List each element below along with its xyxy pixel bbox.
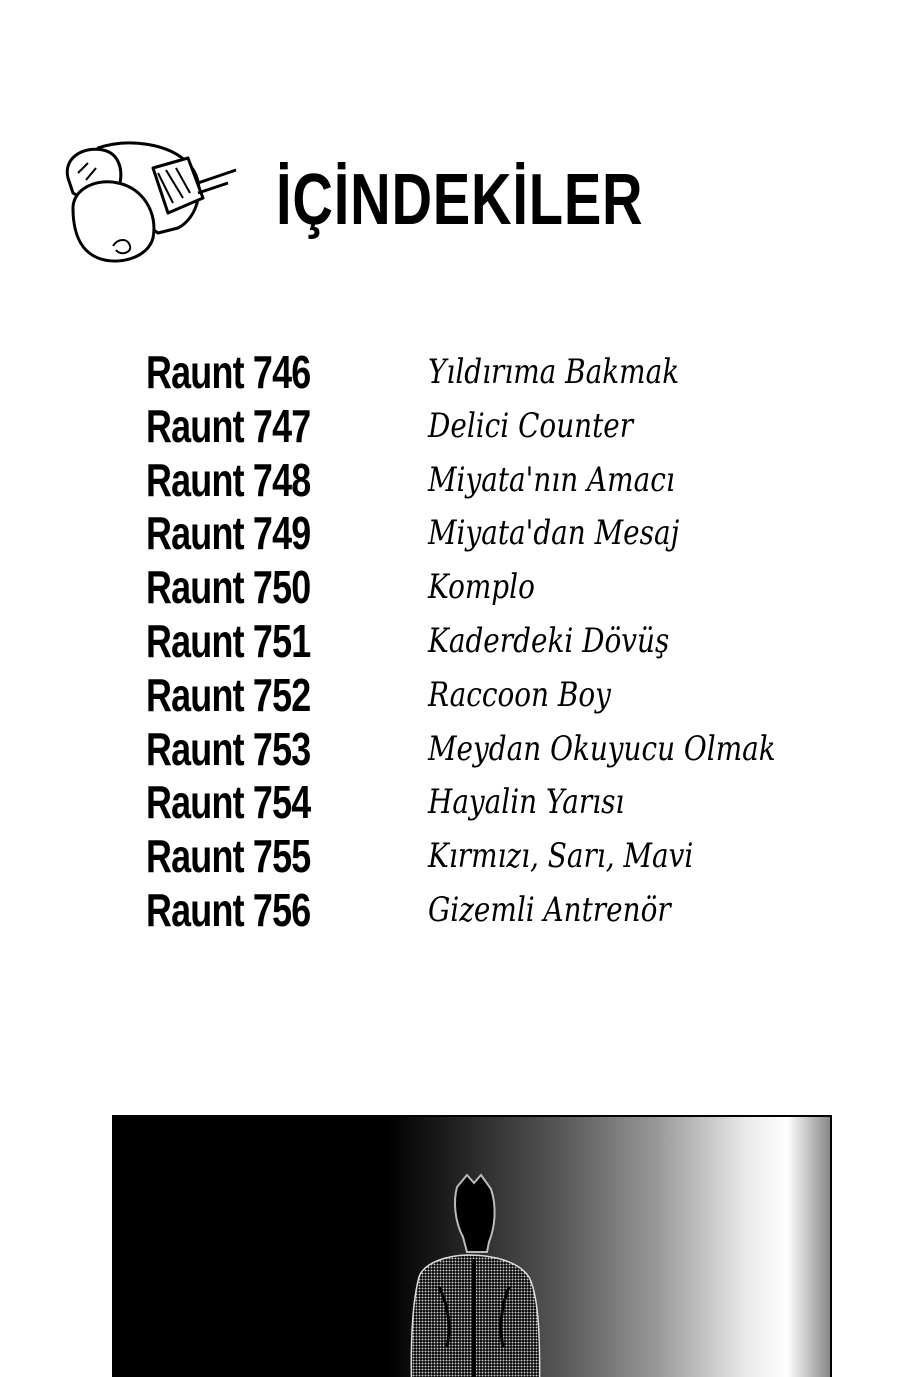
chapter-title: Kırmızı, Sarı, Mavi xyxy=(428,836,694,877)
toc-entry xyxy=(146,883,846,937)
page-title: İÇİNDEKİLER xyxy=(276,160,644,240)
toc-entry xyxy=(146,614,846,668)
chapter-number: Raunt 754 xyxy=(146,776,311,829)
chapter-title: Miyata'dan Mesaj xyxy=(428,513,680,554)
chapter-title: Hayalin Yarısı xyxy=(428,782,625,823)
chapter-title: Miyata'nın Amacı xyxy=(428,459,675,500)
chapter-number: Raunt 747 xyxy=(146,399,311,452)
toc-entry xyxy=(146,722,846,776)
toc-entry xyxy=(146,506,846,560)
chapter-number: Raunt 752 xyxy=(146,668,311,721)
chapter-title: Yıldırıma Bakmak xyxy=(428,352,680,392)
boxer-silhouette-illustration xyxy=(379,1167,579,1377)
toc-entry xyxy=(146,775,846,829)
toc-entry xyxy=(146,560,846,614)
chapter-number: Raunt 753 xyxy=(146,722,311,775)
chapter-title: Komplo xyxy=(428,567,535,608)
toc-entry xyxy=(146,829,846,883)
toc-entry xyxy=(146,668,846,722)
toc-entry xyxy=(146,453,846,507)
chapter-title: Kaderdeki Dövüş xyxy=(428,620,670,661)
chapter-title: Gizemli Antrenör xyxy=(428,889,671,930)
chapter-number: Raunt 750 xyxy=(146,561,311,614)
toc-entry xyxy=(146,345,846,399)
chapter-number: Raunt 746 xyxy=(146,346,311,398)
chapter-title: Meydan Okuyucu Olmak xyxy=(428,728,776,769)
chapter-number: Raunt 755 xyxy=(146,830,311,883)
toc-entry xyxy=(146,399,846,453)
chapter-number: Raunt 748 xyxy=(146,453,311,506)
chapter-number: Raunt 749 xyxy=(146,507,311,560)
manga-panel xyxy=(112,1115,832,1377)
table-of-contents xyxy=(146,345,846,937)
chapter-title: Delici Counter xyxy=(428,405,634,446)
chapter-number: Raunt 751 xyxy=(146,614,311,667)
chapter-number: Raunt 756 xyxy=(146,883,311,936)
chapter-title: Raccoon Boy xyxy=(428,674,611,715)
boxing-gloves-icon xyxy=(58,138,243,268)
